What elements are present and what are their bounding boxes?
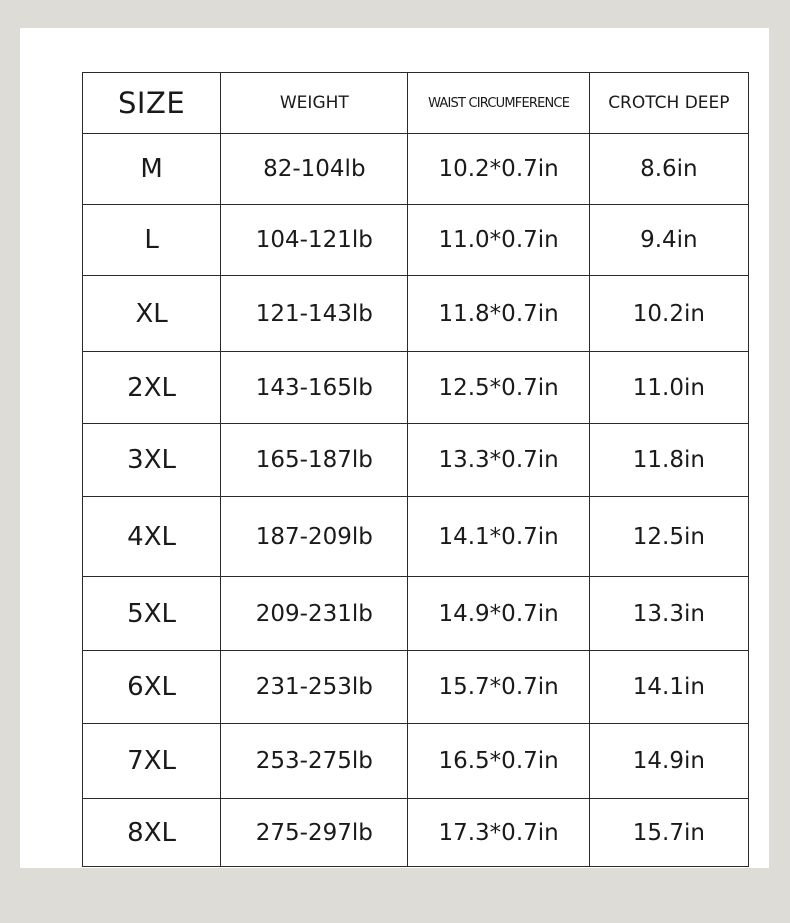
weight-cell: 275-297lb	[221, 799, 408, 867]
waist-cell: 17.3*0.7in	[408, 799, 589, 867]
header-size: SIZE	[83, 73, 221, 134]
waist-cell: 11.0*0.7in	[408, 205, 589, 276]
crotch-cell: 11.8in	[589, 424, 748, 497]
crotch-cell: 10.2in	[589, 276, 748, 352]
size-cell: 7XL	[83, 724, 221, 799]
waist-cell: 10.2*0.7in	[408, 134, 589, 205]
header-crotch-deep: CROTCH DEEP	[589, 73, 748, 134]
weight-cell: 121-143lb	[221, 276, 408, 352]
crotch-cell: 15.7in	[589, 799, 748, 867]
waist-cell: 12.5*0.7in	[408, 352, 589, 424]
weight-cell: 165-187lb	[221, 424, 408, 497]
header-waist-circumference: WAIST CIRCUMFERENCE	[408, 73, 589, 134]
weight-cell: 209-231lb	[221, 577, 408, 651]
crotch-cell: 14.1in	[589, 651, 748, 724]
table-row	[83, 276, 749, 352]
waist-cell: 13.3*0.7in	[408, 424, 589, 497]
waist-cell: 11.8*0.7in	[408, 276, 589, 352]
crotch-cell: 13.3in	[589, 577, 748, 651]
size-chart-card	[20, 28, 769, 868]
table-row	[83, 799, 749, 867]
crotch-cell: 11.0in	[589, 352, 748, 424]
table-row	[83, 497, 749, 577]
size-cell: 8XL	[83, 799, 221, 867]
size-cell: L	[83, 205, 221, 276]
table-header-row	[83, 73, 749, 134]
size-cell: 3XL	[83, 424, 221, 497]
waist-cell: 15.7*0.7in	[408, 651, 589, 724]
table-row	[83, 205, 749, 276]
size-cell: 6XL	[83, 651, 221, 724]
crotch-cell: 12.5in	[589, 497, 748, 577]
weight-cell: 82-104lb	[221, 134, 408, 205]
table-row	[83, 424, 749, 497]
table-row	[83, 134, 749, 205]
size-cell: 4XL	[83, 497, 221, 577]
waist-cell: 14.9*0.7in	[408, 577, 589, 651]
size-chart-table	[82, 72, 749, 867]
weight-cell: 231-253lb	[221, 651, 408, 724]
size-cell: M	[83, 134, 221, 205]
header-weight: WEIGHT	[221, 73, 408, 134]
weight-cell: 104-121lb	[221, 205, 408, 276]
waist-cell: 16.5*0.7in	[408, 724, 589, 799]
crotch-cell: 9.4in	[589, 205, 748, 276]
size-cell: XL	[83, 276, 221, 352]
table-row	[83, 352, 749, 424]
weight-cell: 253-275lb	[221, 724, 408, 799]
crotch-cell: 8.6in	[589, 134, 748, 205]
crotch-cell: 14.9in	[589, 724, 748, 799]
table-row	[83, 651, 749, 724]
table-row	[83, 724, 749, 799]
table-row	[83, 577, 749, 651]
weight-cell: 143-165lb	[221, 352, 408, 424]
size-cell: 5XL	[83, 577, 221, 651]
waist-cell: 14.1*0.7in	[408, 497, 589, 577]
weight-cell: 187-209lb	[221, 497, 408, 577]
size-cell: 2XL	[83, 352, 221, 424]
